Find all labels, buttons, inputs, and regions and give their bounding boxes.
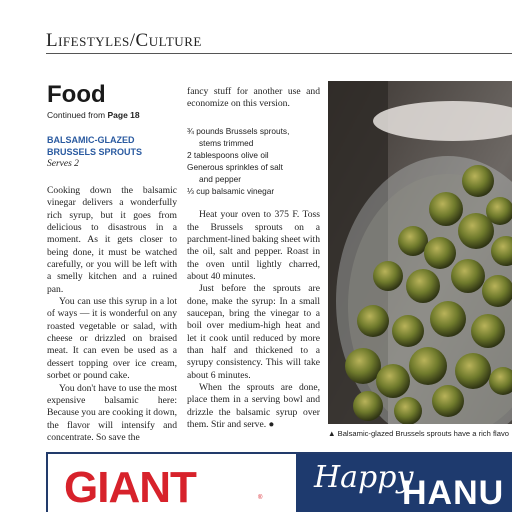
ad-greeting-word: HANU — [402, 474, 505, 512]
continued-prefix: Continued from — [47, 110, 108, 120]
ingredient-item: Generous sprinkles of salt — [187, 161, 283, 172]
article-title: Food — [47, 81, 106, 108]
continued-page-link[interactable]: Page 18 — [107, 110, 140, 120]
recipe-title-line-2: BRUSSELS SPROUTS — [47, 147, 143, 157]
section-header: Lifestyles/Culture — [46, 30, 202, 51]
ingredient-item: ¾ pounds Brussels sprouts, — [187, 125, 290, 136]
article-column-1 — [47, 82, 177, 444]
brussels-sprouts-illustration — [328, 81, 512, 424]
ingredients-list — [187, 125, 320, 198]
ingredient-item: 2 tablespoons olive oil — [187, 149, 269, 160]
body-paragraph-continued: fancy stuff for another use and economize on this version. — [187, 86, 320, 110]
food-photo — [328, 81, 512, 424]
body-paragraph: Cooking down the balsamic vinegar delivers a wonderfully rich syrup, but it goes from delicious to disastrous in a moment. As it gets closer to being done, it must be watched carefully, or you will be left with a smelly kitchen and a ruined pan. — [47, 185, 177, 295]
giant-logo: GIANT — [64, 463, 196, 512]
ingredient-item: ⅓ cup balsamic vinegar — [187, 186, 275, 197]
body-paragraph: You don't have to use the most expensive balsamic here: Because you are cooking it down, the flavor will intensify and concentrate. So save the — [47, 382, 178, 443]
body-paragraph: You can use this syrup in a lot of ways — it is wonderful on any roasted vegetable or salad, with cheese or drizzled on braised meat. It can even be used as a dessert topping over ice cream, sorbet or pound cake. — [47, 296, 177, 382]
body-paragraph: Heat your oven to 375 F. Toss the Brussels sprouts on a parchment-lined baking sheet with the oil, salt and pepper. Roast in the oven until lightly charred, about 40 minutes. — [187, 209, 320, 282]
ingredient-item-continued: and pepper — [199, 174, 241, 185]
ingredient-item-continued: stems trimmed — [199, 137, 254, 148]
article-column-2 — [187, 86, 320, 431]
giant-advertisement[interactable] — [46, 452, 512, 512]
trademark-symbol: ® — [258, 495, 263, 501]
photo-caption: ▲ Balsamic-glazed Brussels sprouts have a rich flavo — [328, 429, 509, 438]
body-paragraph: Just before the sprouts are done, make the syrup: In a small saucepan, bring the vinegar to a boil over medium-high heat and let it cook until reduced by more than half and thickened to a syrupy consistency. This will take about 6 minutes. — [187, 283, 320, 381]
ad-greeting-script: Happy — [314, 460, 414, 495]
recipe-title — [47, 134, 177, 158]
section-divider — [46, 53, 512, 54]
continued-note — [47, 110, 177, 120]
recipe-serves: Serves 2 — [47, 159, 79, 169]
recipe-title-line-1: BALSAMIC-GLAZED — [47, 135, 135, 145]
body-paragraph: When the sprouts are done, place them in a serving bowl and drizzle the balsamic syrup over them. Stir and serve. ● — [187, 382, 320, 431]
